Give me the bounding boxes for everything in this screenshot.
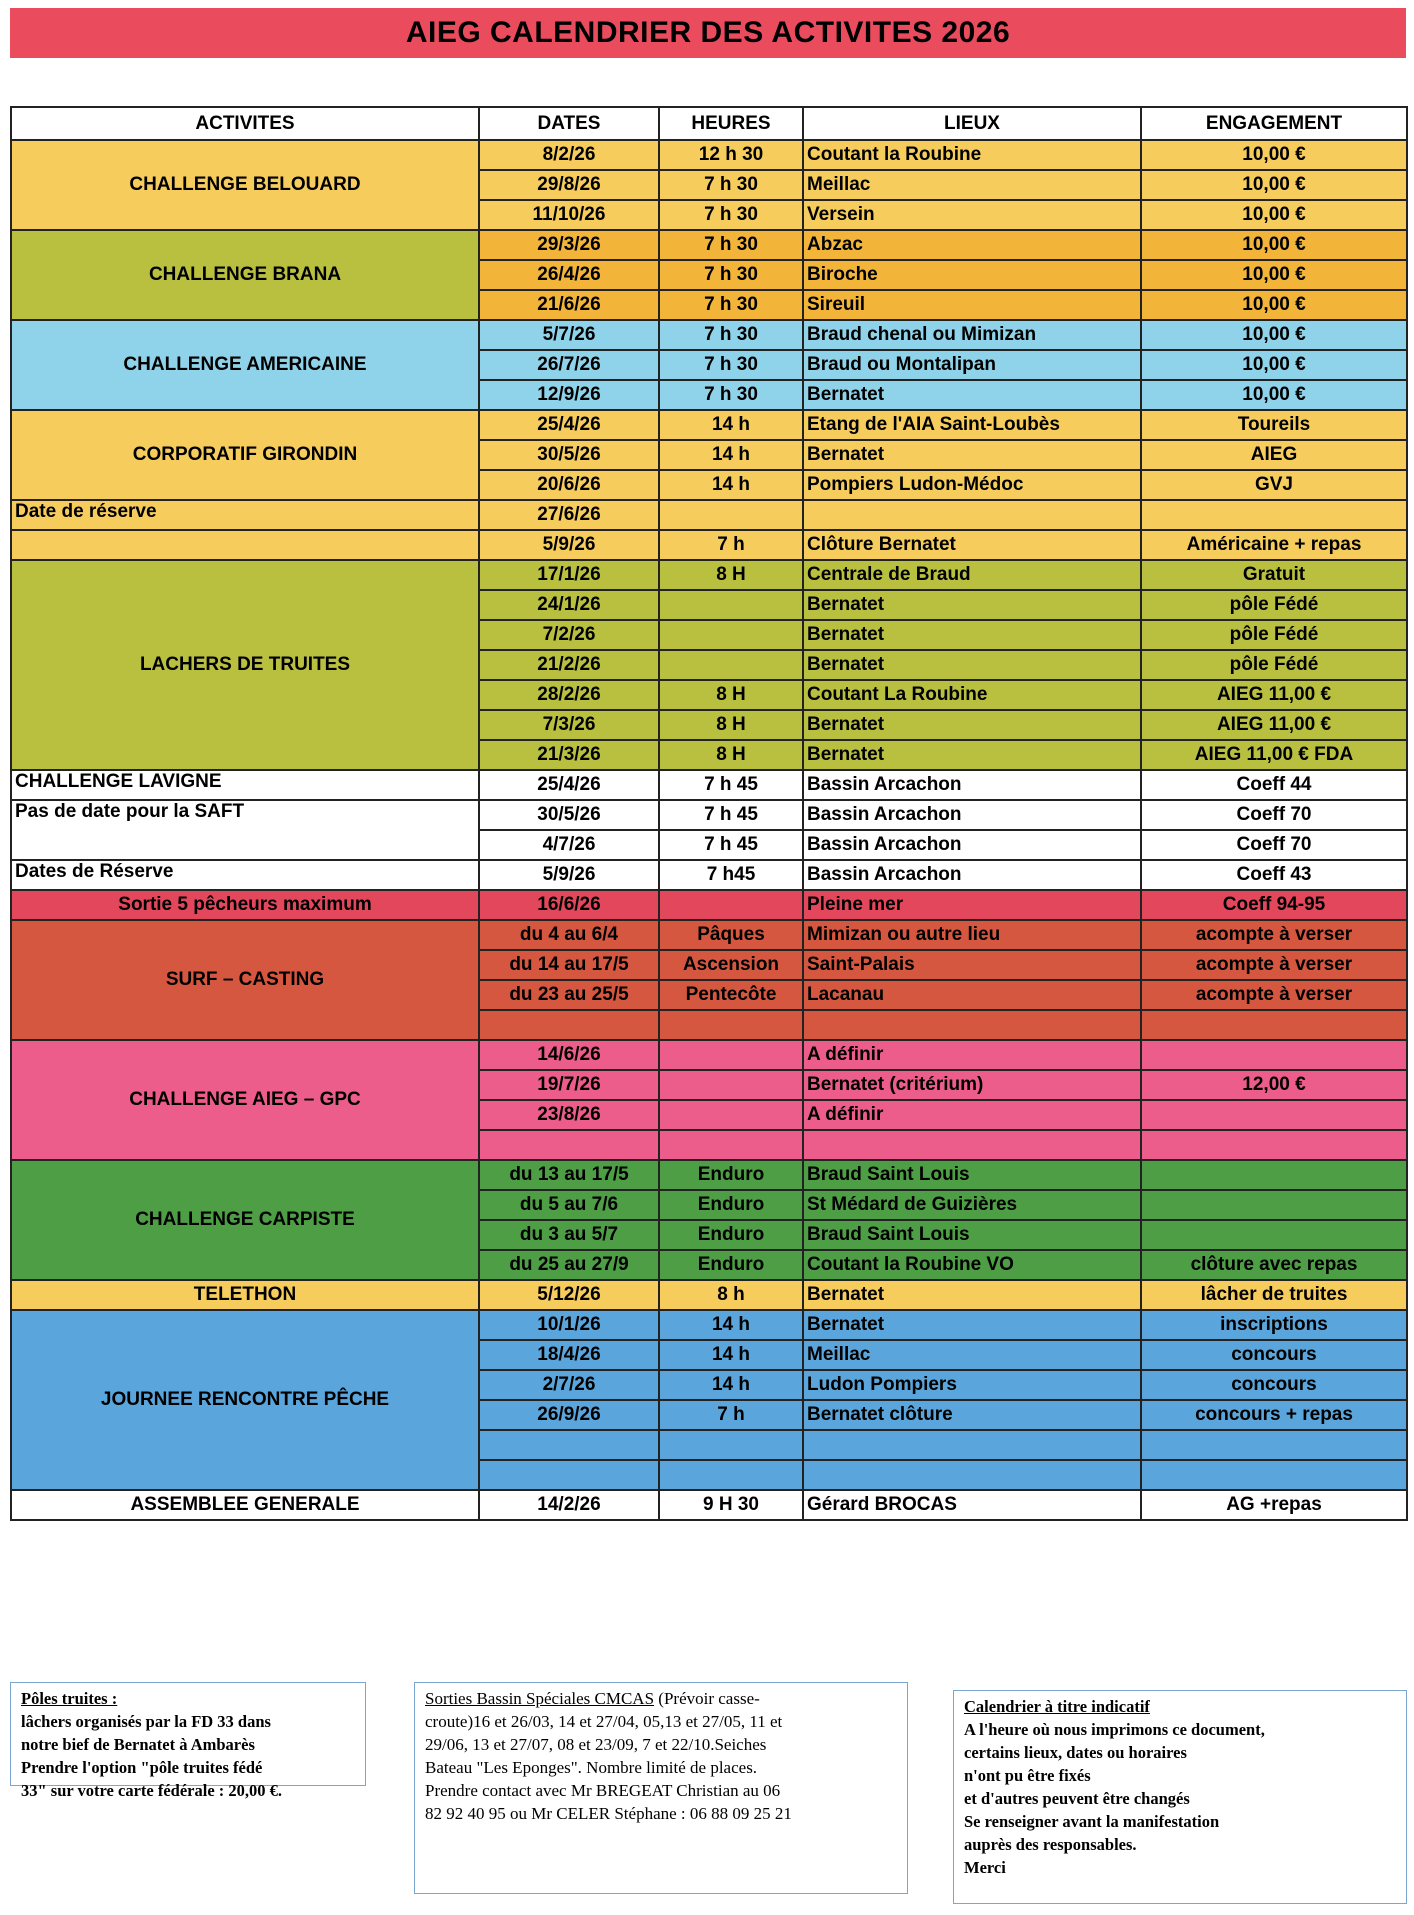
date-cell: du 23 au 25/5 [479, 980, 659, 1010]
engagement-cell: AIEG 11,00 € [1141, 680, 1407, 710]
date-cell: 18/4/26 [479, 1340, 659, 1370]
heure-cell: 7 h [659, 530, 803, 560]
date-cell: 5/9/26 [479, 860, 659, 890]
heure-cell: 7 h 30 [659, 230, 803, 260]
activity-cell: Dates de Réserve [11, 860, 479, 890]
date-cell: 11/10/26 [479, 200, 659, 230]
note-indicatif-line: et d'autres peuvent être changés [964, 1789, 1190, 1808]
heure-cell: 8 H [659, 560, 803, 590]
activity-cell: CHALLENGE BRANA [11, 230, 479, 320]
note-cmcas [414, 1682, 908, 1894]
lieu-cell [803, 1010, 1141, 1040]
engagement-cell: 12,00 € [1141, 1070, 1407, 1100]
heure-cell: 8 H [659, 740, 803, 770]
heure-cell: 7 h 45 [659, 800, 803, 830]
lieu-cell [803, 1130, 1141, 1160]
date-cell [479, 1460, 659, 1490]
engagement-cell [1141, 1130, 1407, 1160]
lieu-cell [803, 500, 1141, 530]
engagement-cell: Coeff 94-95 [1141, 890, 1407, 920]
date-cell: 20/6/26 [479, 470, 659, 500]
heure-cell: 14 h [659, 440, 803, 470]
date-cell: 21/6/26 [479, 290, 659, 320]
lieu-cell: Bernatet [803, 620, 1141, 650]
date-cell: 26/7/26 [479, 350, 659, 380]
date-cell: 26/4/26 [479, 260, 659, 290]
heure-cell: Enduro [659, 1160, 803, 1190]
engagement-cell: lâcher de truites [1141, 1280, 1407, 1310]
note-poles-line: 33" sur votre carte fédérale : 20,00 €. [21, 1781, 283, 1800]
note-indicatif-line: Merci [964, 1858, 1006, 1877]
heure-cell: 7 h 30 [659, 260, 803, 290]
engagement-cell: Coeff 44 [1141, 770, 1407, 800]
table-row [11, 1040, 1407, 1070]
heure-cell: 14 h [659, 1340, 803, 1370]
activity-cell: CHALLENGE CARPISTE [11, 1160, 479, 1280]
engagement-cell: clôture avec repas [1141, 1250, 1407, 1280]
engagement-cell: GVJ [1141, 470, 1407, 500]
heure-cell: Pâques [659, 920, 803, 950]
note-cmcas-line: 29/06, 13 et 27/07, 08 et 23/09, 7 et 22/10.Seiches [425, 1735, 767, 1754]
table-row [11, 320, 1407, 350]
table-row [11, 860, 1407, 890]
date-cell: 7/2/26 [479, 620, 659, 650]
heure-cell: 14 h [659, 1370, 803, 1400]
activity-cell: JOURNEE RENCONTRE PÊCHE [11, 1310, 479, 1490]
lieu-cell: Clôture Bernatet [803, 530, 1141, 560]
engagement-cell: pôle Fédé [1141, 590, 1407, 620]
note-cmcas-line: (Prévoir casse- [654, 1689, 760, 1708]
activity-cell [11, 530, 479, 560]
date-cell: du 3 au 5/7 [479, 1220, 659, 1250]
date-cell [479, 1010, 659, 1040]
table-row [11, 530, 1407, 560]
heure-cell: 7 h [659, 1400, 803, 1430]
date-cell: 25/4/26 [479, 410, 659, 440]
heure-cell: 14 h [659, 470, 803, 500]
table-row [11, 500, 1407, 530]
date-cell: 5/9/26 [479, 530, 659, 560]
lieu-cell: Bernatet (critérium) [803, 1070, 1141, 1100]
date-cell: du 25 au 27/9 [479, 1250, 659, 1280]
lieu-cell: Bernatet [803, 1280, 1141, 1310]
table-row [11, 1490, 1407, 1520]
heure-cell: 7 h 30 [659, 350, 803, 380]
engagement-cell: AIEG [1141, 440, 1407, 470]
heure-cell [659, 1070, 803, 1100]
date-cell: 27/6/26 [479, 500, 659, 530]
activities-table [10, 106, 1408, 1521]
heure-cell: 7 h 45 [659, 830, 803, 860]
lieu-cell: Braud Saint Louis [803, 1160, 1141, 1190]
activity-cell: Sortie 5 pêcheurs maximum [11, 890, 479, 920]
engagement-cell: 10,00 € [1141, 200, 1407, 230]
heure-cell: 7 h 30 [659, 200, 803, 230]
heure-cell: 8 h [659, 1280, 803, 1310]
date-cell: 14/6/26 [479, 1040, 659, 1070]
activity-cell: CHALLENGE BELOUARD [11, 140, 479, 230]
date-cell: 29/8/26 [479, 170, 659, 200]
date-cell: 30/5/26 [479, 800, 659, 830]
lieu-cell: A définir [803, 1100, 1141, 1130]
date-cell: 23/8/26 [479, 1100, 659, 1130]
table-body [11, 140, 1407, 1520]
note-cmcas-line: Bateau "Les Eponges". Nombre limité de places. [425, 1758, 758, 1777]
engagement-cell: Coeff 70 [1141, 830, 1407, 860]
note-indicatif-line: auprès des responsables. [964, 1835, 1137, 1854]
note-indicatif-line: n'ont pu être fixés [964, 1766, 1091, 1785]
note-poles-truites [10, 1682, 366, 1800]
date-cell [479, 1130, 659, 1160]
engagement-cell: concours + repas [1141, 1400, 1407, 1430]
date-cell: 30/5/26 [479, 440, 659, 470]
heure-cell [659, 1010, 803, 1040]
lieu-cell: Bassin Arcachon [803, 770, 1141, 800]
lieu-cell: Meillac [803, 1340, 1141, 1370]
lieu-cell: Sireuil [803, 290, 1141, 320]
engagement-cell: concours [1141, 1340, 1407, 1370]
heure-cell [659, 500, 803, 530]
activity-cell: Date de réserve [11, 500, 479, 530]
table-row [11, 800, 1407, 830]
heure-cell: 9 H 30 [659, 1490, 803, 1520]
heure-cell: Enduro [659, 1250, 803, 1280]
note-cmcas-line: Prendre contact avec Mr BREGEAT Christian au 06 [425, 1781, 781, 1800]
lieu-cell: Saint-Palais [803, 950, 1141, 980]
engagement-cell: AIEG 11,00 € [1141, 710, 1407, 740]
note-calendrier-indicatif [953, 1690, 1407, 1904]
table-row [11, 920, 1407, 950]
date-cell: 25/4/26 [479, 770, 659, 800]
lieu-cell: Versein [803, 200, 1141, 230]
lieu-cell: Bernatet [803, 380, 1141, 410]
note-cmcas-line: 82 92 40 95 ou Mr CELER Stéphane : 06 88 09 25 21 [425, 1804, 792, 1823]
activity-cell: ASSEMBLEE GENERALE [11, 1490, 479, 1520]
header-dates: DATES [479, 107, 659, 140]
date-cell: 21/3/26 [479, 740, 659, 770]
page-title: AIEG CALENDRIER DES ACTIVITES 2026 [10, 8, 1406, 58]
engagement-cell [1141, 1160, 1407, 1190]
heure-cell [659, 1100, 803, 1130]
table-row [11, 1280, 1407, 1310]
engagement-cell: 10,00 € [1141, 290, 1407, 320]
date-cell: 29/3/26 [479, 230, 659, 260]
date-cell: 2/7/26 [479, 1370, 659, 1400]
engagement-cell: 10,00 € [1141, 320, 1407, 350]
heure-cell: 7 h 30 [659, 170, 803, 200]
engagement-cell: Coeff 43 [1141, 860, 1407, 890]
header-lieux: LIEUX [803, 107, 1141, 140]
engagement-cell: 10,00 € [1141, 170, 1407, 200]
engagement-cell: Gratuit [1141, 560, 1407, 590]
heure-cell: 8 H [659, 680, 803, 710]
engagement-cell [1141, 1010, 1407, 1040]
lieu-cell: Bernatet [803, 710, 1141, 740]
lieu-cell: Bernatet [803, 1310, 1141, 1340]
note-poles-line: notre bief de Bernatet à Ambarès [21, 1735, 255, 1754]
engagement-cell [1141, 1190, 1407, 1220]
heure-cell: 8 H [659, 710, 803, 740]
date-cell: 7/3/26 [479, 710, 659, 740]
table-row [11, 1160, 1407, 1190]
date-cell: 14/2/26 [479, 1490, 659, 1520]
lieu-cell: Biroche [803, 260, 1141, 290]
heure-cell [659, 1040, 803, 1070]
lieu-cell: Ludon Pompiers [803, 1370, 1141, 1400]
engagement-cell [1141, 1460, 1407, 1490]
lieu-cell: Bernatet clôture [803, 1400, 1141, 1430]
engagement-cell [1141, 1220, 1407, 1250]
date-cell: 12/9/26 [479, 380, 659, 410]
note-indicatif-line: A l'heure où nous imprimons ce document, [964, 1720, 1265, 1739]
note-indicatif-title: Calendrier à titre indicatif [964, 1697, 1150, 1716]
heure-cell [659, 1460, 803, 1490]
engagement-cell [1141, 1100, 1407, 1130]
heure-cell: 7 h 30 [659, 290, 803, 320]
engagement-cell: acompte à verser [1141, 920, 1407, 950]
activity-cell: CHALLENGE AMERICAINE [11, 320, 479, 410]
engagement-cell: inscriptions [1141, 1310, 1407, 1340]
activity-cell: CHALLENGE AIEG – GPC [11, 1040, 479, 1160]
date-cell: 24/1/26 [479, 590, 659, 620]
heure-cell: Pentecôte [659, 980, 803, 1010]
table-row [11, 230, 1407, 260]
table-row [11, 1310, 1407, 1340]
heure-cell: 7 h 45 [659, 770, 803, 800]
date-cell: 10/1/26 [479, 1310, 659, 1340]
engagement-cell: pôle Fédé [1141, 620, 1407, 650]
lieu-cell: Bernatet [803, 590, 1141, 620]
date-cell: 21/2/26 [479, 650, 659, 680]
heure-cell [659, 650, 803, 680]
engagement-cell: 10,00 € [1141, 140, 1407, 170]
note-cmcas-title: Sorties Bassin Spéciales CMCAS [425, 1689, 655, 1708]
table-row [11, 560, 1407, 590]
activity-cell: LACHERS DE TRUITES [11, 560, 479, 770]
lieu-cell: St Médard de Guizières [803, 1190, 1141, 1220]
heure-cell: Ascension [659, 950, 803, 980]
engagement-cell: AG +repas [1141, 1490, 1407, 1520]
date-cell: 5/7/26 [479, 320, 659, 350]
lieu-cell: A définir [803, 1040, 1141, 1070]
table-row [11, 890, 1407, 920]
heure-cell: 7 h45 [659, 860, 803, 890]
engagement-cell [1141, 1040, 1407, 1070]
lieu-cell: Bernatet [803, 740, 1141, 770]
engagement-cell: AIEG 11,00 € FDA [1141, 740, 1407, 770]
lieu-cell [803, 1430, 1141, 1460]
engagement-cell: acompte à verser [1141, 980, 1407, 1010]
engagement-cell: pôle Fédé [1141, 650, 1407, 680]
date-cell: 5/12/26 [479, 1280, 659, 1310]
date-cell: 28/2/26 [479, 680, 659, 710]
engagement-cell: Coeff 70 [1141, 800, 1407, 830]
date-cell: 19/7/26 [479, 1070, 659, 1100]
lieu-cell: Centrale de Braud [803, 560, 1141, 590]
heure-cell [659, 590, 803, 620]
engagement-cell: Américaine + repas [1141, 530, 1407, 560]
heure-cell [659, 1130, 803, 1160]
lieu-cell: Braud ou Montalipan [803, 350, 1141, 380]
activity-cell: SURF – CASTING [11, 920, 479, 1040]
date-cell: 4/7/26 [479, 830, 659, 860]
lieu-cell: Meillac [803, 170, 1141, 200]
engagement-cell: Toureils [1141, 410, 1407, 440]
date-cell: 26/9/26 [479, 1400, 659, 1430]
table-row [11, 770, 1407, 800]
lieu-cell: Coutant La Roubine [803, 680, 1141, 710]
activity-cell: CORPORATIF GIRONDIN [11, 410, 479, 500]
lieu-cell: Abzac [803, 230, 1141, 260]
engagement-cell [1141, 1430, 1407, 1460]
lieu-cell: Bassin Arcachon [803, 830, 1141, 860]
header-engagement: ENGAGEMENT [1141, 107, 1407, 140]
engagement-cell: 10,00 € [1141, 350, 1407, 380]
lieu-cell: Etang de l'AIA Saint-Loubès [803, 410, 1141, 440]
heure-cell: Enduro [659, 1190, 803, 1220]
lieu-cell: Gérard BROCAS [803, 1490, 1141, 1520]
heure-cell: 7 h 30 [659, 320, 803, 350]
header-activites: ACTIVITES [11, 107, 479, 140]
lieu-cell: Coutant la Roubine VO [803, 1250, 1141, 1280]
lieu-cell: Pleine mer [803, 890, 1141, 920]
note-poles-title: Pôles truites : [21, 1689, 118, 1708]
activity-cell: TELETHON [11, 1280, 479, 1310]
date-cell: du 5 au 7/6 [479, 1190, 659, 1220]
note-poles-line: lâchers organisés par la FD 33 dans [21, 1712, 271, 1731]
engagement-cell: acompte à verser [1141, 950, 1407, 980]
heure-cell [659, 620, 803, 650]
note-indicatif-line: Se renseigner avant la manifestation [964, 1812, 1220, 1831]
lieu-cell: Bernatet [803, 650, 1141, 680]
date-cell: 16/6/26 [479, 890, 659, 920]
note-indicatif-line: certains lieux, dates ou horaires [964, 1743, 1187, 1762]
heure-cell: 14 h [659, 410, 803, 440]
lieu-cell [803, 1460, 1141, 1490]
heure-cell: 7 h 30 [659, 380, 803, 410]
lieu-cell: Coutant la Roubine [803, 140, 1141, 170]
engagement-cell: 10,00 € [1141, 230, 1407, 260]
activity-cell: Pas de date pour la SAFT [11, 800, 479, 860]
engagement-cell: 10,00 € [1141, 260, 1407, 290]
date-cell: 8/2/26 [479, 140, 659, 170]
activity-cell: CHALLENGE LAVIGNE [11, 770, 479, 800]
heure-cell: 14 h [659, 1310, 803, 1340]
engagement-cell: 10,00 € [1141, 380, 1407, 410]
table-row [11, 140, 1407, 170]
date-cell [479, 1430, 659, 1460]
note-cmcas-line: croute)16 et 26/03, 14 et 27/04, 05,13 et 27/05, 11 et [425, 1712, 783, 1731]
lieu-cell: Lacanau [803, 980, 1141, 1010]
date-cell: du 13 au 17/5 [479, 1160, 659, 1190]
note-poles-line: Prendre l'option "pôle truites fédé [21, 1758, 263, 1777]
lieu-cell: Braud chenal ou Mimizan [803, 320, 1141, 350]
table-header-row [11, 107, 1407, 140]
heure-cell: 12 h 30 [659, 140, 803, 170]
date-cell: 17/1/26 [479, 560, 659, 590]
lieu-cell: Bassin Arcachon [803, 800, 1141, 830]
engagement-cell [1141, 500, 1407, 530]
date-cell: du 14 au 17/5 [479, 950, 659, 980]
lieu-cell: Pompiers Ludon-Médoc [803, 470, 1141, 500]
lieu-cell: Bernatet [803, 440, 1141, 470]
date-cell: du 4 au 6/4 [479, 920, 659, 950]
heure-cell: Enduro [659, 1220, 803, 1250]
lieu-cell: Braud Saint Louis [803, 1220, 1141, 1250]
heure-cell [659, 890, 803, 920]
table-row [11, 410, 1407, 440]
heure-cell [659, 1430, 803, 1460]
lieu-cell: Mimizan ou autre lieu [803, 920, 1141, 950]
lieu-cell: Bassin Arcachon [803, 860, 1141, 890]
header-heures: HEURES [659, 107, 803, 140]
engagement-cell: concours [1141, 1370, 1407, 1400]
